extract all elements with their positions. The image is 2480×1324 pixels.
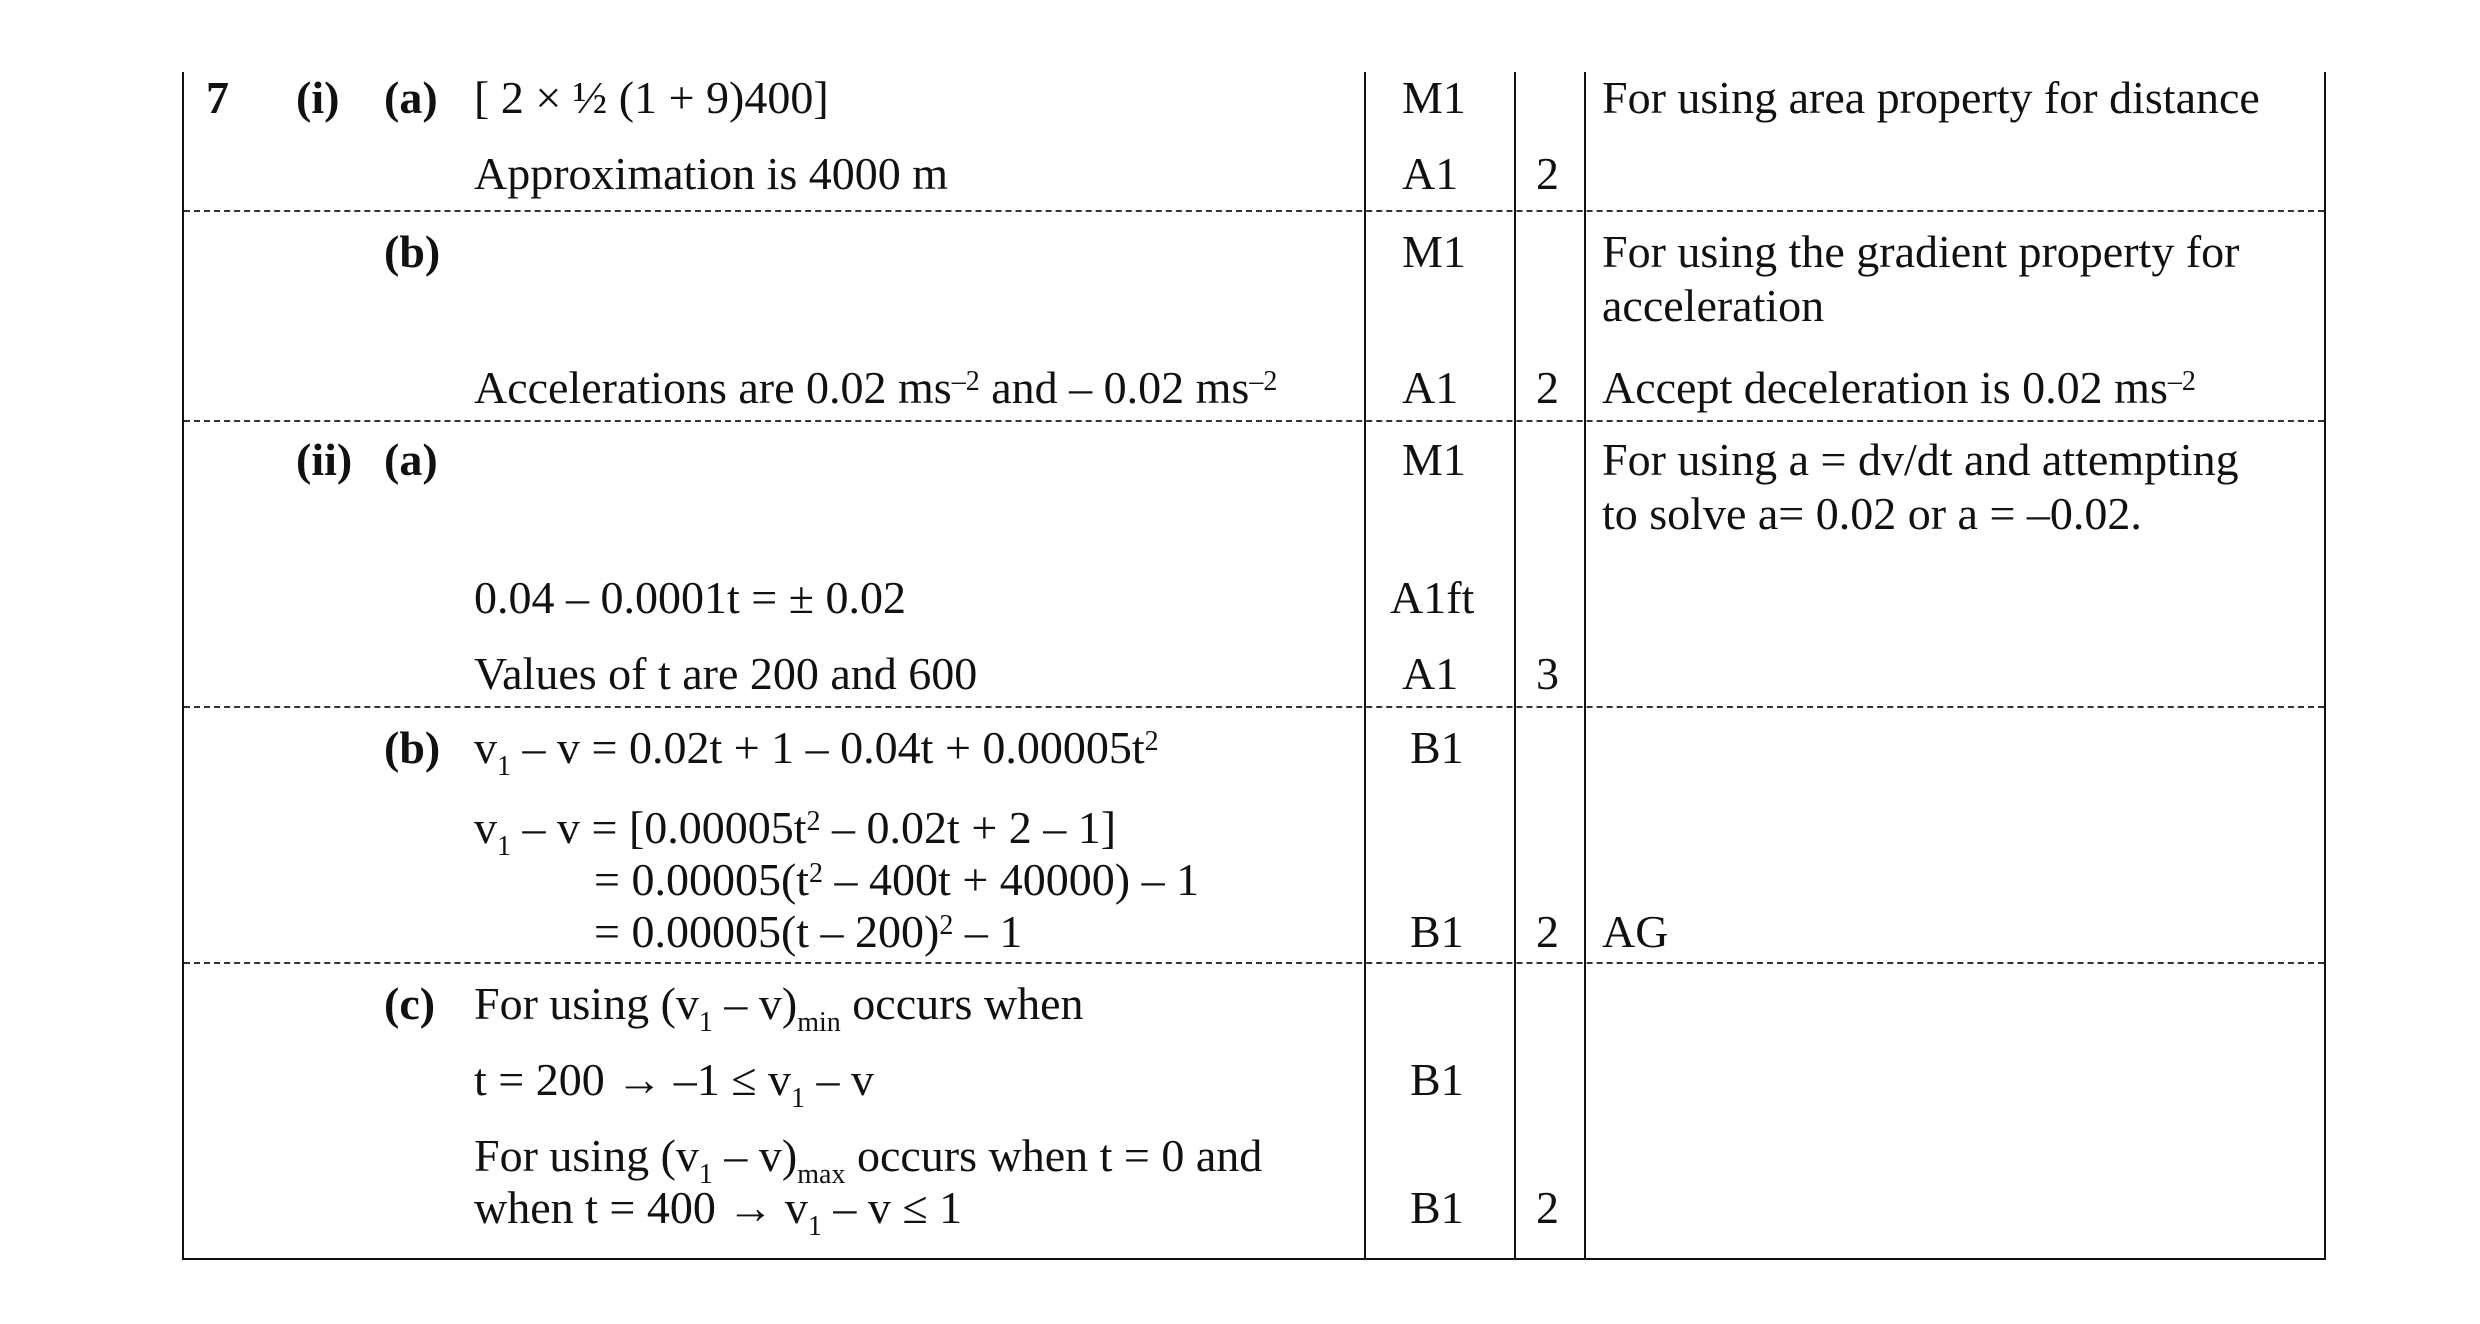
examiner-comment: For using area property for distance (1602, 72, 2260, 123)
mark-code: A1 (1402, 362, 1459, 413)
mark-scheme-table (182, 72, 2326, 1260)
mark-code: M1 (1402, 226, 1466, 277)
subpart-label-c: (c) (384, 978, 436, 1029)
working-line: = $0.00005(t^2 - 400t + 40000) - 1$ (594, 854, 1200, 905)
working-line: For using $(v_1 - v)_{min}$ occurs when (474, 978, 1084, 1038)
working-line: $v_1 - v = [0.00005t^2 - 0.02t + 2 - 1]$ (474, 802, 1117, 862)
mark-code: B1 (1410, 1182, 1464, 1233)
working-line: = 0.00005(t – 200)$^2$ – 1 (594, 906, 1023, 957)
mark-code: A1ft (1390, 572, 1475, 623)
subpart-label-a: (a) (384, 434, 438, 485)
working-line: Accelerations are 0.02 $ms^{-2}$ and – 0.02 $ms^{-2}$ (474, 362, 1278, 413)
mark-code: B1 (1410, 906, 1464, 957)
examiner-comment: For using a = dv/dt and attempting (1602, 434, 2239, 485)
mark-code: B1 (1410, 722, 1464, 773)
mark-total: 3 (1536, 648, 1559, 699)
working-line: Values of t are 200 and 600 (474, 648, 978, 699)
mark-total: 2 (1536, 1182, 1559, 1233)
examiner-comment: acceleration (1602, 280, 1825, 331)
working-line: $t = 200 \to -1 \le v_1 - v$ (474, 1054, 874, 1114)
row-ii-a (184, 422, 2324, 708)
examiner-comment: Accept deceleration is 0.02 $ms^{-2}$ (1602, 362, 2196, 413)
row-i-a (184, 72, 2324, 212)
row-ii-c (184, 964, 2324, 1258)
subpart-label-b: (b) (384, 722, 441, 773)
examiner-comment: For using the gradient property for (1602, 226, 2240, 277)
mark-code: M1 (1402, 72, 1466, 123)
mark-total: 2 (1536, 148, 1559, 199)
mark-code: M1 (1402, 434, 1466, 485)
question-number: 7 (206, 72, 229, 123)
working-line: For using $(v_1 - v)_{max}$ occurs when t = 0 and (474, 1130, 1263, 1190)
mark-total: 2 (1536, 906, 1559, 957)
working-line: Approximation is 4000 m (474, 148, 949, 199)
part-label-i: (i) (296, 72, 340, 123)
working-line: 0.04 – 0.0001t = ± 0.02 (474, 572, 906, 623)
mark-code: A1 (1402, 148, 1459, 199)
mark-code: B1 (1410, 1054, 1464, 1105)
mark-code: A1 (1402, 648, 1459, 699)
row-i-b (184, 212, 2324, 422)
mark-total: 2 (1536, 362, 1559, 413)
examiner-comment: AG (1602, 906, 1669, 957)
working-line: $v_1 - v = 0.02t + 1 - 0.04t + 0.00005t^2$ (474, 722, 1159, 782)
part-label-ii: (ii) (296, 434, 353, 485)
working-line: [ 2 × ½ (1 + 9)400] (474, 72, 829, 123)
working-line: when $t = 400 \to v_1 - v \le 1$ (474, 1182, 963, 1242)
subpart-label-a: (a) (384, 72, 438, 123)
subpart-label-b: (b) (384, 226, 441, 277)
examiner-comment: to solve a= 0.02 or a = –0.02. (1602, 488, 2142, 539)
row-ii-b (184, 708, 2324, 964)
